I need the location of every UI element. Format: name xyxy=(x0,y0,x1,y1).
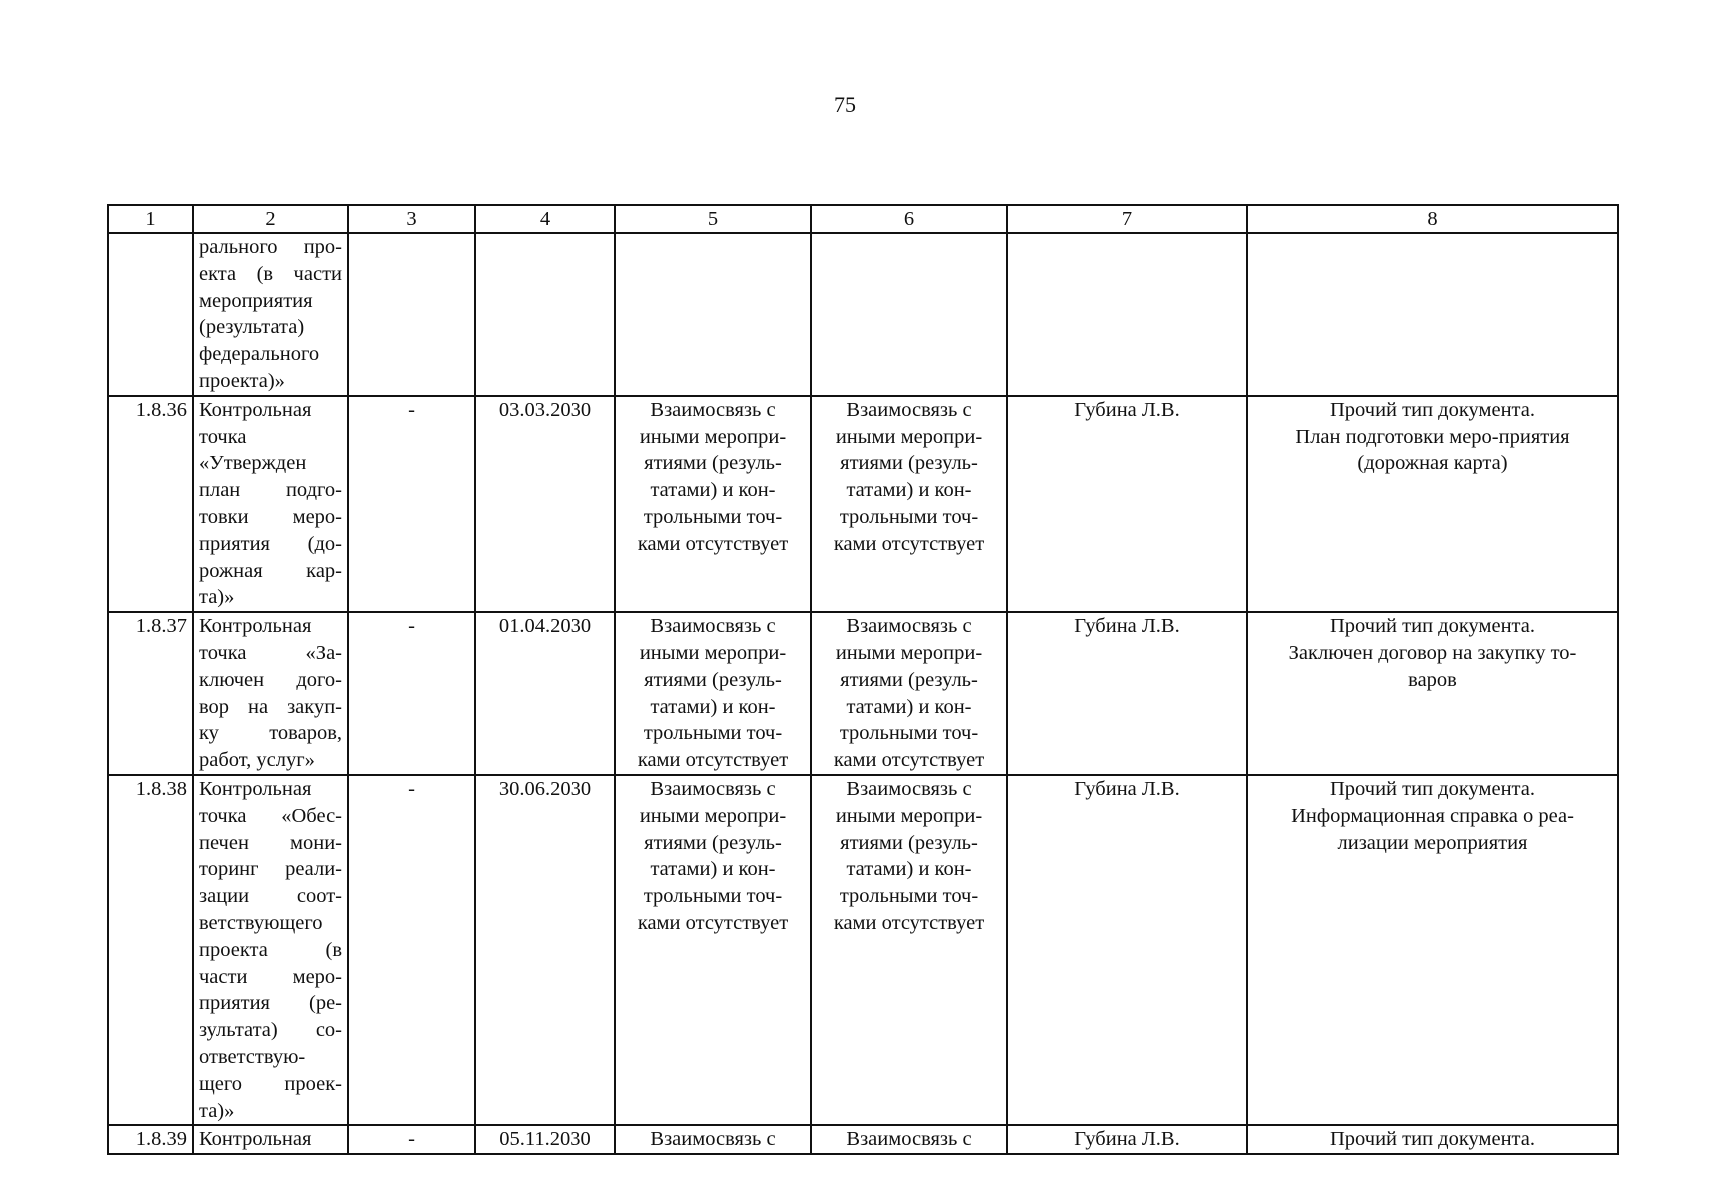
successor-cell xyxy=(811,1125,1007,1154)
responsible-cell: Губина Л.В. xyxy=(1007,775,1247,1125)
empty-cell xyxy=(1247,233,1618,396)
cell-text-line: ключен дого- xyxy=(199,668,342,691)
responsible-cell: Губина Л.В. xyxy=(1007,396,1247,612)
header-cell: 5 xyxy=(615,205,811,233)
header-cell: 7 xyxy=(1007,205,1247,233)
cell-text-line: зации соот- xyxy=(199,885,342,908)
cell-text-line: точка xyxy=(199,425,247,448)
cell-text-line: лизации мероприятия xyxy=(1337,831,1528,854)
cell-text-line: Взаимосвязь с xyxy=(650,1128,776,1151)
cell-text-line: ками отсутствует xyxy=(637,532,789,555)
table-row xyxy=(108,396,1618,612)
cell-text-line: части меро- xyxy=(199,965,342,988)
cell-text-line: проекта (в xyxy=(199,938,342,961)
cell-text-line: та)» xyxy=(199,1099,235,1122)
cell-text-line: Взаимосвязь с xyxy=(650,777,776,800)
header-cell: 4 xyxy=(475,205,615,233)
event-name-cell xyxy=(193,396,348,612)
cell-text-line: трольными точ- xyxy=(839,722,979,745)
date-cell: 05.11.2030 xyxy=(475,1125,615,1154)
cell-text-line: татами) и кон- xyxy=(650,695,776,718)
cell-text-line: ятиями (резуль- xyxy=(644,831,782,854)
row-number-cell: 1.8.36 xyxy=(108,396,193,612)
cell-text-line: ятиями (резуль- xyxy=(644,668,782,691)
responsible-cell: Губина Л.В. xyxy=(1007,612,1247,775)
cell-text-line: ку товаров, xyxy=(199,722,342,745)
document-type-cell xyxy=(1247,612,1618,775)
event-name-cell xyxy=(193,612,348,775)
cell-text-line: Заключен договор на закупку то- xyxy=(1288,641,1577,664)
cell-text-line: приятия (ре- xyxy=(199,992,342,1015)
cell-text-line: варов xyxy=(1408,668,1457,691)
document-type-cell xyxy=(1247,775,1618,1125)
cell-text-line: ками отсутствует xyxy=(637,911,789,934)
cell-text-line: план подго- xyxy=(199,479,342,502)
dash-cell: - xyxy=(348,775,475,1125)
cell-text-line: точка «За- xyxy=(199,641,342,664)
cell-text-line: трольными точ- xyxy=(643,722,783,745)
cell-text-line: рожная кар- xyxy=(199,559,342,582)
empty-cell xyxy=(811,233,1007,396)
cell-text-line: трольными точ- xyxy=(643,885,783,908)
successor-cell xyxy=(811,775,1007,1125)
cell-text-line: (дорожная карта) xyxy=(1357,452,1508,475)
cell-text-line: Прочий тип документа. xyxy=(1330,615,1535,638)
page-number: 75 xyxy=(834,92,856,117)
cell-text-line: иными меропри- xyxy=(639,425,787,448)
predecessor-cell xyxy=(615,775,811,1125)
cell-text-line: Прочий тип документа. xyxy=(1330,398,1535,421)
cell-text-line: ятиями (резуль- xyxy=(840,452,978,475)
cell-text-line: Взаимосвязь с xyxy=(846,398,972,421)
cell-text-line: товки меро- xyxy=(199,505,342,528)
dash-cell: - xyxy=(348,396,475,612)
dash-cell: - xyxy=(348,612,475,775)
cell-text-line: трольными точ- xyxy=(839,885,979,908)
document-type-cell xyxy=(1247,396,1618,612)
cell-text-line: Взаимосвязь с xyxy=(650,615,776,638)
header-cell: 1 xyxy=(108,205,193,233)
cell-text-line: Контрольная xyxy=(199,615,312,638)
cell-text-line: Взаимосвязь с xyxy=(846,777,972,800)
cell-text-line: Прочий тип документа. xyxy=(1330,777,1535,800)
table-header-row xyxy=(108,205,1618,233)
cell-text-line: проекта)» xyxy=(199,369,285,392)
events-table xyxy=(107,204,1619,1155)
predecessor-cell xyxy=(615,1125,811,1154)
cell-text-line: ветствующего xyxy=(199,911,323,934)
cell-text-line: вор на закуп- xyxy=(199,695,342,718)
cell-text-line: Контрольная xyxy=(199,1128,312,1151)
row-number-cell xyxy=(108,233,193,396)
cell-text-line: татами) и кон- xyxy=(650,479,776,502)
event-name-cell xyxy=(193,775,348,1125)
cell-text-line: иными меропри- xyxy=(639,804,787,827)
responsible-cell: Губина Л.В. xyxy=(1007,1125,1247,1154)
empty-cell xyxy=(475,233,615,396)
cell-text-line: татами) и кон- xyxy=(846,858,972,881)
cell-text-line: екта (в части xyxy=(199,262,342,285)
header-cell: 6 xyxy=(811,205,1007,233)
cell-text-line: ятиями (резуль- xyxy=(644,452,782,475)
cell-text-line: трольными точ- xyxy=(643,505,783,528)
cell-text-line: зультата) со- xyxy=(199,1019,342,1042)
cell-text-line: «Утвержден xyxy=(199,452,307,475)
cell-text-line: та)» xyxy=(199,586,235,609)
cell-text-line: печен мони- xyxy=(199,831,342,854)
empty-cell xyxy=(1007,233,1247,396)
cell-text-line: Контрольная xyxy=(199,398,312,421)
row-number-cell: 1.8.37 xyxy=(108,612,193,775)
successor-cell xyxy=(811,612,1007,775)
row-number-cell: 1.8.38 xyxy=(108,775,193,1125)
cell-text-line: торинг реали- xyxy=(199,858,342,881)
document-type-cell xyxy=(1247,1125,1618,1154)
cell-text-line: (результата) xyxy=(199,316,305,339)
successor-cell xyxy=(811,396,1007,612)
predecessor-cell xyxy=(615,612,811,775)
cell-text-line: ками отсутствует xyxy=(637,749,789,772)
cell-text-line: иными меропри- xyxy=(835,425,983,448)
cell-text-line: трольными точ- xyxy=(839,505,979,528)
cell-text-line: иными меропри- xyxy=(639,641,787,664)
cell-text-line: ками отсутствует xyxy=(833,749,985,772)
empty-cell xyxy=(348,233,475,396)
predecessor-cell xyxy=(615,396,811,612)
header-cell: 8 xyxy=(1247,205,1618,233)
cell-text-line: татами) и кон- xyxy=(846,695,972,718)
header-cell: 3 xyxy=(348,205,475,233)
cell-text-line: Информационная справка о реа- xyxy=(1291,804,1574,827)
table-row xyxy=(108,612,1618,775)
table-row xyxy=(108,1125,1618,1154)
event-name-cell xyxy=(193,233,348,396)
cell-text-line: План подготовки меро-приятия xyxy=(1295,425,1570,448)
cell-text-line: мероприятия xyxy=(199,289,313,312)
cell-text-line: татами) и кон- xyxy=(650,858,776,881)
cell-text-line: иными меропри- xyxy=(835,804,983,827)
cell-text-line: ятиями (резуль- xyxy=(840,668,978,691)
cell-text-line: ятиями (резуль- xyxy=(840,831,978,854)
row-number-cell: 1.8.39 xyxy=(108,1125,193,1154)
cell-text-line: Взаимосвязь с xyxy=(650,398,776,421)
cell-text-line: ками отсутствует xyxy=(833,532,985,555)
cell-text-line: ответствую- xyxy=(199,1045,306,1068)
cell-text-line: Взаимосвязь с xyxy=(846,1128,972,1151)
date-cell: 03.03.2030 xyxy=(475,396,615,612)
cell-text-line: Взаимосвязь с xyxy=(846,615,972,638)
cell-text-line: татами) и кон- xyxy=(846,479,972,502)
event-name-cell xyxy=(193,1125,348,1154)
cell-text-line: работ, услуг» xyxy=(199,749,315,772)
cell-text-line: точка «Обес- xyxy=(199,804,342,827)
cell-text-line: иными меропри- xyxy=(835,641,983,664)
table-row xyxy=(108,775,1618,1125)
cell-text-line: Прочий тип документа. xyxy=(1330,1128,1535,1151)
cell-text-line: Контрольная xyxy=(199,777,312,800)
date-cell: 01.04.2030 xyxy=(475,612,615,775)
continued-row xyxy=(108,233,1618,396)
cell-text-line: щего проек- xyxy=(199,1072,342,1095)
cell-text-line: федерального xyxy=(199,343,320,366)
empty-cell xyxy=(615,233,811,396)
header-cell: 2 xyxy=(193,205,348,233)
cell-text-line: ками отсутствует xyxy=(833,911,985,934)
date-cell: 30.06.2030 xyxy=(475,775,615,1125)
cell-text-line: рального про- xyxy=(199,236,342,258)
dash-cell: - xyxy=(348,1125,475,1154)
cell-text-line: приятия (до- xyxy=(199,532,342,555)
